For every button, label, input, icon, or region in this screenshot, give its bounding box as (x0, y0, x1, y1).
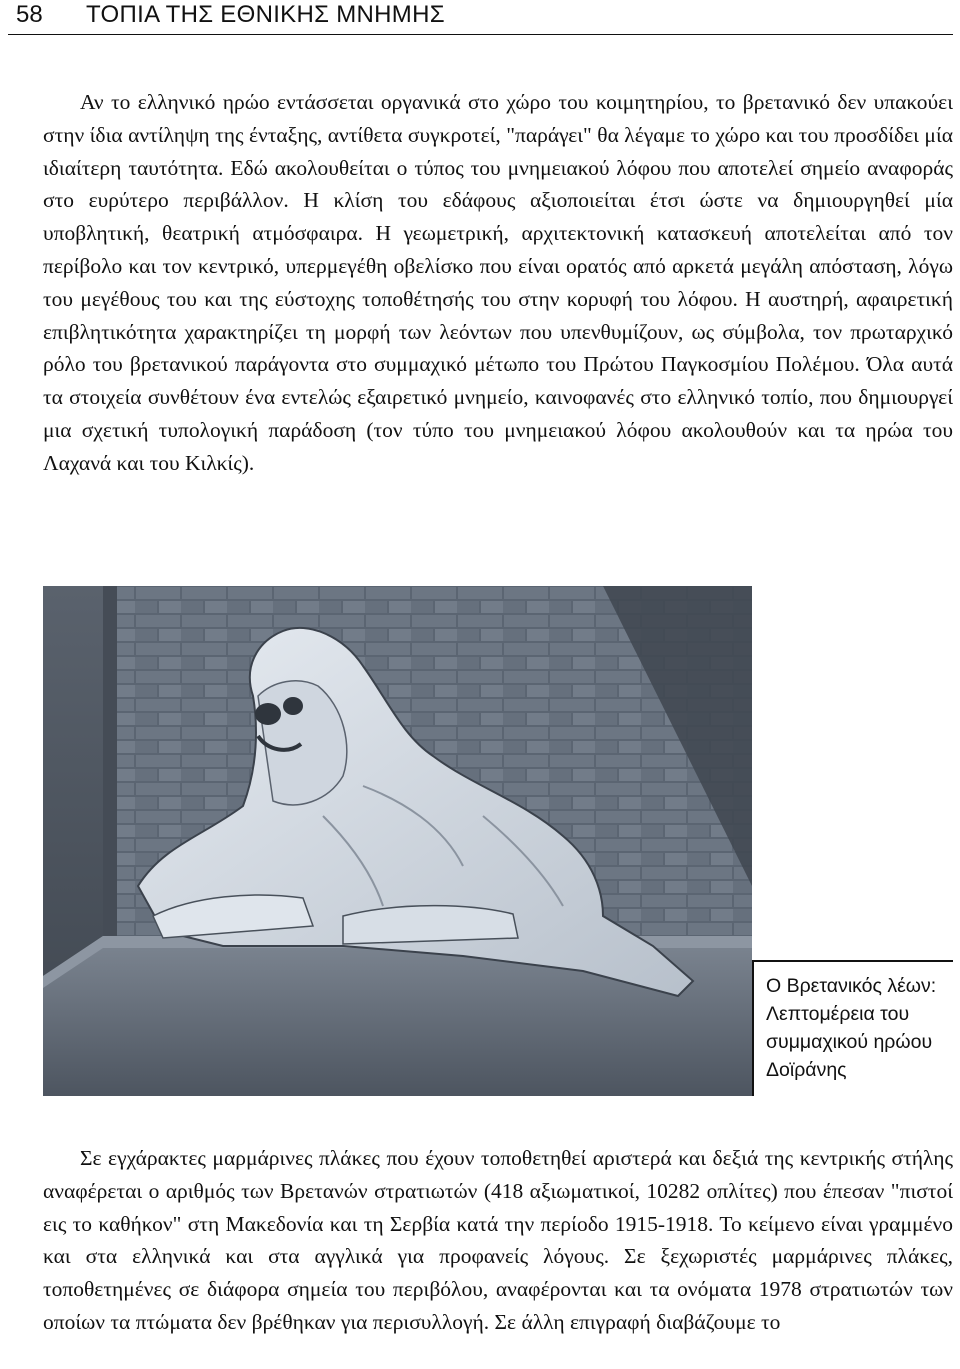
running-header (8, 0, 953, 35)
figure-caption-box (752, 960, 953, 1096)
body-paragraph-1: Αν το ελληνικό ηρώο εντάσσεται οργανικά στο χώρο του κοιμητηρίου, το βρετανικό δεν υπακούει στην ίδια αντίληψη της ένταξης, αντίθετα συγκροτεί, "παράγει" θα λέγαμε το χώρο και του προσδίδει μία ιδιαίτερη ταυτότητα. Εδώ ακολουθείται ο τύπος του μνημειακού λόφου που αποτελεί σημείο αναφοράς στο ευρύτερο περιβάλλον. Η κλίση του εδάφους αξιοποιείται έτσι ώστε να δημιουργηθεί μία υποβλητική, θεατρική ατμόσφαιρα. Η γεωμετρική, αρχιτεκτονική κατασκευή αποτελείται από τον περίβολο και τον κεντρικό, υπερμεγέθη οβελίσκο που είναι ορατός από αρκετά μεγάλη απόσταση, λόγω του μεγέθους του και της εύστοχης τοποθέτησής του στην κορυφή του λόφου. Η αυστηρή, αφαιρετική επιβλητικότητα χαρακτηρίζει τη μορφή των λεόντων που υπενθυμίζουν, ως σύμβολα, τον πρωταρχικό ρόλο του βρετανικού παράγοντα στο συμμαχικό μέτωπο του Πρώτου Παγκοσμίου Πολέμου. Όλα αυτά τα στοιχεία συνθέτουν ένα εντελώς εξαιρετικό μνημείο, καινοφανές στο ελληνικό τοπίο, που δημιουργεί μια σχετική τυπολογική παράδοση (τον τύπο του μνημειακού λόφου ακολουθούν και τα ηρώα του Λαχανά και του Κιλκίς). (43, 90, 953, 475)
body-paragraph-2: Σε εγχάρακτες μαρμάρινες πλάκες που έχουν τοποθετηθεί αριστερά και δεξιά της κεντρικής στήλης αναφέρεται ο αριθμός των Βρετανών στρατιωτών (418 αξιωματικοί, 10282 οπλίτες) που έπεσαν "πιστοί εις το καθήκον" στη Μακεδονία και τη Σερβία κατά την περίοδο 1915-1918. Το κείμενο είναι γραμμένο και στα ελληνικά και στα αγγλικά για προφανείς λόγους. Σε ξεχωριστές μαρμάρινες πλάκες, τοποθετημένες σε διάφορα σημεία του περιβόλου, αναφέρονται και τα ονόματα 1978 στρατιωτών των οποίων τα πτώματα δεν βρέθηκαν για περισυλλογή. Σε άλλη επιγραφή διαβάζουμε το (43, 1146, 953, 1334)
figure-caption: Ο Βρετανικός λέων: Λεπτομέρεια του συμμαχικού ηρώου Δοϊράνης (766, 975, 937, 1081)
page-number: 58 (16, 1, 43, 28)
lion-photograph (43, 586, 752, 1096)
running-title: ΤΟΠΙΑ ΤΗΣ ΕΘΝΙΚΗΣ ΜΝΗΜΗΣ (86, 1, 445, 28)
